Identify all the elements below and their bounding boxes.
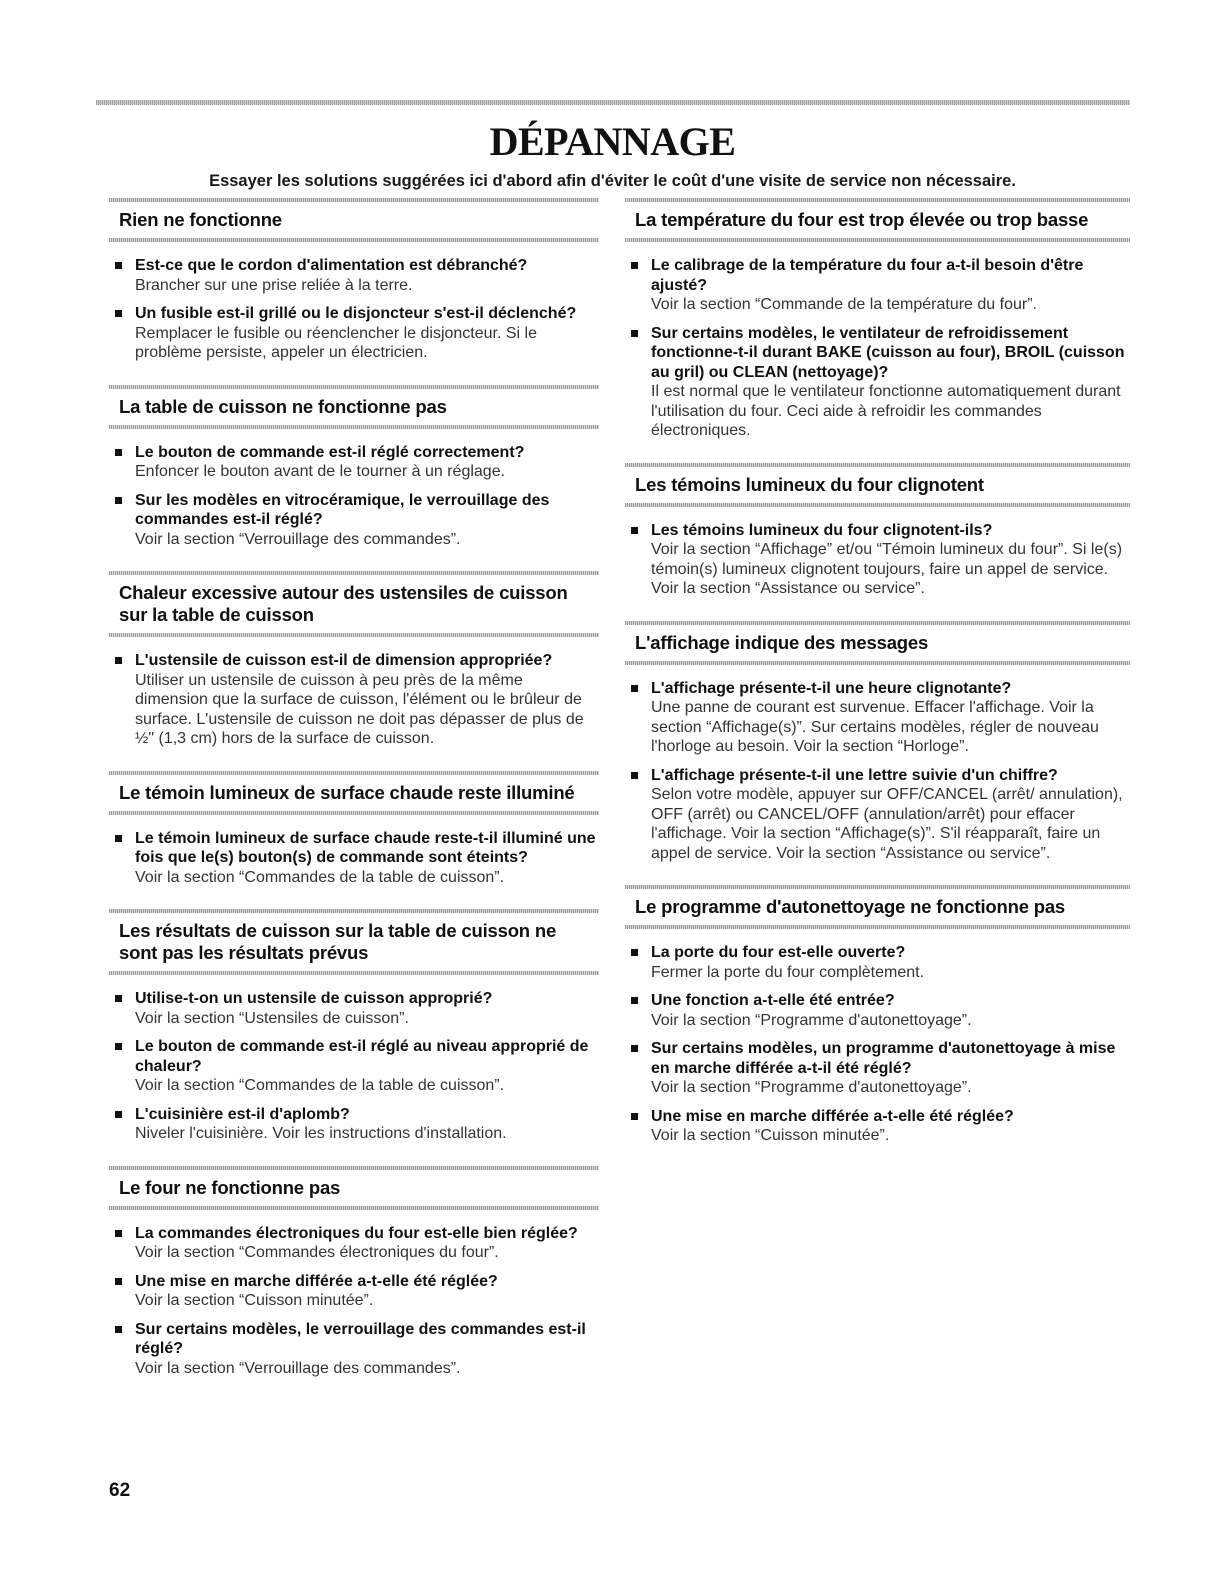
question-text: Sur certains modèles, le verrouillage des commandes est-il réglé?	[135, 1320, 586, 1357]
list-item	[625, 766, 1130, 864]
section-rule	[109, 238, 599, 242]
answer-text: Voir la section “Commandes de la table de cuisson”.	[135, 1077, 505, 1094]
section-rule	[109, 425, 599, 429]
square-bullet-icon	[115, 1230, 122, 1237]
answer-text: Brancher sur une prise reliée à la terre.	[135, 276, 413, 294]
question-text: Sur certains modèles, un programme d'autonettoyage à mise en marche différée a-t-il été réglé?	[651, 1040, 1116, 1077]
answer-text: Voir la section “Affichage” et/ou “Témoin lumineux du four”. Si le(s) témoin(s) lumineux clignotent toujours, faire un appel de service. Voir la section “Assistance ou service”.	[651, 541, 1123, 597]
answer-text: Voir la section “Programme d'autonettoyage”.	[651, 1011, 972, 1029]
question-text: Une mise en marche différée a-t-elle été réglée?	[135, 1272, 498, 1290]
answer-text: Une panne de courant est survenue. Effacer l'affichage. Voir la section “Affichage(s)”. Sur certains modèles, régler de nouveau l'horloge au besoin. Voir la section “Horloge”.	[651, 699, 1099, 755]
question-text: L'ustensile de cuisson est-il de dimension appropriée?	[135, 652, 553, 669]
section-rule	[625, 238, 1130, 242]
question-list	[109, 989, 599, 1144]
question-text: Un fusible est-il grillé ou le disjoncteur s'est-il déclenché?	[135, 305, 577, 322]
question-list	[625, 943, 1130, 1146]
list-item	[625, 943, 1130, 982]
square-bullet-icon	[115, 657, 122, 664]
list-item	[625, 991, 1130, 1030]
troubleshooting-section	[625, 621, 1130, 864]
section-title: Les témoins lumineux du four clignotent	[635, 473, 984, 495]
question-text: L'affichage présente-t-il une heure clignotante?	[651, 679, 1012, 697]
section-title: Le programme d'autonettoyage ne fonctionne pas	[635, 896, 1066, 917]
answer-text: Voir la section “Cuisson minutée”.	[651, 1127, 890, 1144]
answer-text: Voir la section “Commandes électroniques du four”.	[135, 1244, 499, 1261]
question-text: L'affichage présente-t-il une lettre suivie d'un chiffre?	[651, 766, 1058, 784]
question-text: Une mise en marche différée a-t-elle été réglée?	[651, 1107, 1014, 1125]
page-subtitle: Essayer les solutions suggérées ici d'abord afin d'éviter le coût d'une visite de service non nécessaire.	[209, 172, 1016, 190]
troubleshooting-section	[109, 198, 599, 363]
troubleshooting-section	[625, 885, 1130, 1146]
square-bullet-icon	[115, 835, 122, 842]
list-item	[109, 491, 599, 550]
top-rule	[96, 100, 1130, 105]
list-item	[625, 1039, 1130, 1098]
square-bullet-icon	[115, 1278, 122, 1285]
troubleshooting-section	[109, 571, 599, 749]
section-rule	[109, 1206, 599, 1210]
answer-text: Selon votre modèle, appuyer sur OFF/CANCEL (arrêt/ annulation), OFF (arrêt) ou CANCEL/OFF (annulation/arrêt) pour effacer l'affichage. Voir la section “Affichage(s)”. S'il réapparaît, faire un appel de service. Voir la section “Assistance ou service”.	[651, 786, 1123, 862]
list-item	[109, 1272, 599, 1311]
question-list	[625, 521, 1130, 599]
page-number: 62	[109, 1480, 131, 1501]
question-text: Le bouton de commande est-il réglé au niveau approprié de chaleur?	[135, 1038, 589, 1075]
list-item	[109, 1105, 599, 1144]
question-text: La porte du four est-elle ouverte?	[651, 944, 906, 961]
answer-text: Voir la section “Verrouillage des commandes”.	[135, 1359, 461, 1377]
answer-text: Utiliser un ustensile de cuisson à peu près de la même dimension que la surface de cuisson, l'élément ou le brûleur de surface. L'ustensile de cuisson ne doit pas dépasser de plus de ½" (1,3 cm) hors de la surface de cuisson.	[135, 671, 584, 747]
answer-text: Voir la section “Programme d'autonettoyage”.	[651, 1079, 972, 1096]
question-text: Le témoin lumineux de surface chaude reste-t-il illuminé une fois que le(s) bouton(s) de commande sont éteints?	[135, 829, 596, 866]
answer-text: Voir la section “Verrouillage des commandes”.	[135, 530, 461, 548]
answer-text: Enfoncer le bouton avant de le tourner à un réglage.	[135, 463, 506, 480]
square-bullet-icon	[115, 1326, 122, 1333]
left-column	[109, 198, 599, 1400]
question-text: Sur certains modèles, le ventilateur de refroidissement fonctionne-t-il durant BAKE (cuisson au four), BROIL (cuisson au gril) ou CLEAN (nettoyage)?	[651, 324, 1125, 381]
square-bullet-icon	[631, 1045, 638, 1052]
square-bullet-icon	[115, 995, 122, 1002]
answer-text: Remplacer le fusible ou réenclencher le disjoncteur. Si le problème persiste, appeler un électricien.	[135, 324, 537, 361]
list-item	[109, 989, 599, 1028]
square-bullet-icon	[631, 1113, 638, 1120]
troubleshooting-section	[109, 771, 599, 888]
question-list	[109, 651, 599, 749]
question-text: Les témoins lumineux du four clignotent-ils?	[651, 521, 993, 539]
square-bullet-icon	[115, 449, 122, 456]
section-rule	[109, 811, 599, 815]
troubleshooting-section	[109, 1166, 599, 1379]
question-list	[625, 679, 1130, 864]
question-text: Sur les modèles en vitrocéramique, le verrouillage des commandes est-il réglé?	[135, 491, 550, 528]
list-item	[109, 651, 599, 749]
square-bullet-icon	[631, 772, 638, 779]
right-column	[625, 198, 1130, 1168]
square-bullet-icon	[115, 1043, 122, 1050]
square-bullet-icon	[631, 330, 638, 337]
square-bullet-icon	[115, 310, 122, 317]
list-item	[625, 521, 1130, 599]
list-item	[109, 829, 599, 888]
list-item	[109, 1320, 599, 1379]
answer-text: Voir la section “Ustensiles de cuisson”.	[135, 1009, 409, 1027]
troubleshooting-section	[109, 385, 599, 550]
section-title: Chaleur excessive autour des ustensiles de cuisson sur la table de cuisson	[119, 582, 568, 625]
question-text: La commandes électroniques du four est-elle bien réglée?	[135, 1224, 578, 1242]
square-bullet-icon	[631, 685, 638, 692]
question-list	[109, 829, 599, 888]
square-bullet-icon	[631, 527, 638, 534]
list-item	[625, 256, 1130, 315]
list-item	[109, 1224, 599, 1263]
list-item	[625, 324, 1130, 441]
section-title: Les résultats de cuisson sur la table de cuisson ne sont pas les résultats prévus	[119, 920, 557, 963]
answer-text: Fermer la porte du four complètement.	[651, 963, 925, 981]
square-bullet-icon	[631, 997, 638, 1004]
question-list	[109, 443, 599, 550]
section-title: Rien ne fonctionne	[119, 209, 282, 230]
square-bullet-icon	[115, 262, 122, 269]
section-title: La température du four est trop élevée ou trop basse	[635, 209, 1089, 230]
page-title: DÉPANNAGE	[489, 119, 736, 164]
question-text: Utilise-t-on un ustensile de cuisson approprié?	[135, 990, 493, 1007]
section-rule	[625, 503, 1130, 507]
square-bullet-icon	[115, 497, 122, 504]
section-title: L'affichage indique des messages	[635, 631, 929, 653]
question-text: L'cuisinière est-il d'aplomb?	[135, 1105, 350, 1123]
answer-text: Niveler l'cuisinière. Voir les instructions d'installation.	[135, 1125, 507, 1142]
section-title: La table de cuisson ne fonctionne pas	[119, 395, 447, 417]
answer-text: Il est normal que le ventilateur fonctionne automatiquement durant l'utilisation du four. Ceci aide à refroidir les commandes électroniques.	[651, 383, 1121, 439]
question-list	[109, 1224, 599, 1379]
section-rule	[625, 925, 1130, 929]
answer-text: Voir la section “Cuisson minutée”.	[135, 1292, 374, 1309]
answer-text: Voir la section “Commande de la température du four”.	[651, 296, 1037, 313]
section-rule	[109, 633, 599, 637]
question-text: Le calibrage de la température du four a-t-il besoin d'être ajusté?	[651, 257, 1084, 294]
question-list	[109, 256, 599, 363]
square-bullet-icon	[115, 1111, 122, 1118]
troubleshooting-section	[109, 909, 599, 1144]
section-rule	[109, 971, 599, 975]
question-text: Le bouton de commande est-il réglé correctement?	[135, 443, 525, 461]
square-bullet-icon	[631, 262, 638, 269]
question-text: Est-ce que le cordon d'alimentation est débranché?	[135, 257, 528, 274]
list-item	[625, 679, 1130, 757]
list-item	[109, 443, 599, 482]
section-title: Le témoin lumineux de surface chaude reste illuminé	[119, 781, 575, 803]
question-list	[625, 256, 1130, 441]
answer-text: Voir la section “Commandes de la table de cuisson”.	[135, 868, 505, 886]
section-title: Le four ne fonctionne pas	[119, 1176, 341, 1198]
list-item	[625, 1107, 1130, 1146]
list-item	[109, 256, 599, 295]
troubleshooting-section	[625, 198, 1130, 441]
question-text: Une fonction a-t-elle été entrée?	[651, 992, 895, 1009]
square-bullet-icon	[631, 949, 638, 956]
list-item	[109, 304, 599, 363]
troubleshooting-section	[625, 463, 1130, 599]
section-rule	[625, 661, 1130, 665]
list-item	[109, 1037, 599, 1096]
